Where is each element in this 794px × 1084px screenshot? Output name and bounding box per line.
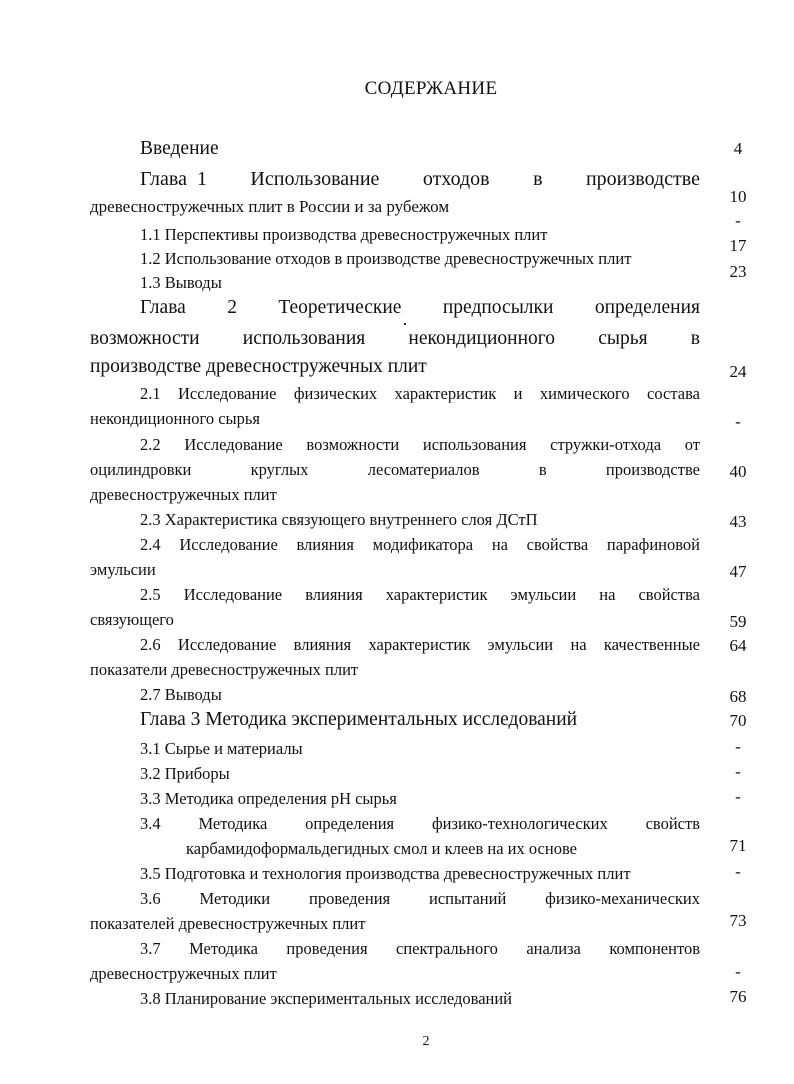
page-number: 59 bbox=[729, 612, 747, 631]
toc-entry-3-5: 3.5 Подготовка и технология производства древесностружечных плит bbox=[140, 864, 631, 883]
toc-entry-2-2-line-3: древесностружечных плит bbox=[90, 485, 277, 504]
toc-entry-3-4-line-2: карбамидоформальдегидных смол и клеев на их основе bbox=[186, 839, 577, 858]
toc-entry-2-7: 2.7 Выводы bbox=[140, 685, 222, 704]
page-number: 17 bbox=[729, 236, 747, 255]
toc-entry-2-2-line-2: оцилиндровки круглых лесоматериалов в производстве bbox=[90, 460, 700, 479]
toc-entry-3-6-line-1: 3.6 Методики проведения испытаний физико-механических bbox=[140, 889, 700, 908]
page-number: 4 bbox=[733, 139, 743, 158]
page-number: 64 bbox=[729, 636, 747, 655]
page-number: 40 bbox=[729, 462, 747, 481]
toc-entry-1-3: 1.3 Выводы bbox=[140, 273, 222, 292]
toc-entry-chapter-3: Глава 3 Методика экспериментальных исследований bbox=[140, 709, 578, 730]
page-number: - bbox=[735, 862, 741, 881]
page-number: 43 bbox=[729, 512, 747, 531]
toc-entry-chapter-1-line-2: древесностружечных плит в России и за рубежом bbox=[90, 197, 450, 216]
toc-entry-2-1-line-2: некондиционного сырья bbox=[90, 409, 260, 428]
page-number: 71 bbox=[729, 836, 747, 855]
page-title: СОДЕРЖАНИЕ bbox=[364, 78, 498, 99]
page-number: - bbox=[735, 737, 741, 756]
page-number: 76 bbox=[729, 987, 747, 1006]
toc-entry-chapter-2-line-3: производстве древесностружечных плит bbox=[90, 356, 427, 377]
page-number: - bbox=[735, 787, 741, 806]
toc-entry-3-3: 3.3 Методика определения pH сырья bbox=[140, 789, 397, 808]
toc-entry-intro: Введение bbox=[140, 138, 219, 159]
toc-entry-1-2: 1.2 Использование отходов в производстве древесностружечных плит bbox=[140, 249, 632, 268]
toc-entry-2-4-line-2: эмульсии bbox=[90, 560, 156, 579]
page-number: 24 bbox=[729, 362, 747, 381]
page-number: - bbox=[735, 412, 741, 431]
toc-entry-3-2: 3.2 Приборы bbox=[140, 764, 230, 783]
page-number: 10 bbox=[729, 187, 747, 206]
toc-entry-3-7-line-1: 3.7 Методика проведения спектрального анализа компонентов bbox=[140, 939, 700, 958]
page-number: 23 bbox=[729, 262, 747, 281]
toc-entry-chapter-2-line-2: возможности использования некондиционного сырья в bbox=[90, 328, 700, 349]
toc-entry-2-3: 2.3 Характеристика связующего внутреннего слоя ДСтП bbox=[140, 510, 538, 529]
toc-entry-1-1: 1.1 Перспективы производства древесностружечных плит bbox=[140, 225, 548, 244]
page-number: - bbox=[735, 211, 741, 230]
toc-entry-2-4-line-1: 2.4 Исследование влияния модификатора на свойства парафиновой bbox=[140, 535, 700, 554]
page-number: 47 bbox=[729, 562, 747, 581]
toc-entry-2-6-line-1: 2.6 Исследование влияния характеристик эмульсии на качественные bbox=[140, 635, 700, 654]
scan-dot bbox=[404, 323, 406, 325]
page-number: - bbox=[735, 962, 741, 981]
page-number: - bbox=[735, 762, 741, 781]
page-number: 70 bbox=[729, 711, 747, 730]
toc-entry-3-1: 3.1 Сырье и материалы bbox=[140, 739, 303, 758]
toc-entry-3-8: 3.8 Планирование экспериментальных исследований bbox=[140, 989, 513, 1008]
toc-entry-3-4-line-1: 3.4 Методика определения физико-технологических свойств bbox=[140, 814, 700, 833]
toc-entry-2-1-line-1: 2.1 Исследование физических характеристик и химического состава bbox=[140, 384, 700, 403]
toc-entry-chapter-1-line-1 bbox=[90, 169, 700, 190]
toc-entry-3-6-line-2: показателей древесностружечных плит bbox=[90, 914, 366, 933]
page-number: 68 bbox=[729, 687, 747, 706]
toc-entry-chapter-2-line-1: Глава 2 Теоретические предпосылки определения bbox=[140, 297, 700, 318]
toc-entry-2-6-line-2: показатели древесностружечных плит bbox=[90, 660, 359, 679]
toc-entry-3-7-line-2: древесностружечных плит bbox=[90, 964, 277, 983]
footer-page-number: 2 bbox=[422, 1034, 430, 1049]
chapter-1-label: Глава bbox=[140, 168, 187, 190]
toc-entry-2-5-line-2: связующего bbox=[90, 610, 174, 629]
chapter-1-title: 1 Использование отходов в производстве bbox=[196, 168, 700, 190]
toc-entry-2-5-line-1: 2.5 Исследование влияния характеристик эмульсии на свойства bbox=[140, 585, 700, 604]
page-number: 73 bbox=[729, 911, 747, 930]
toc-entry-2-2-line-1: 2.2 Исследование возможности использования стружки-отхода от bbox=[140, 435, 700, 454]
